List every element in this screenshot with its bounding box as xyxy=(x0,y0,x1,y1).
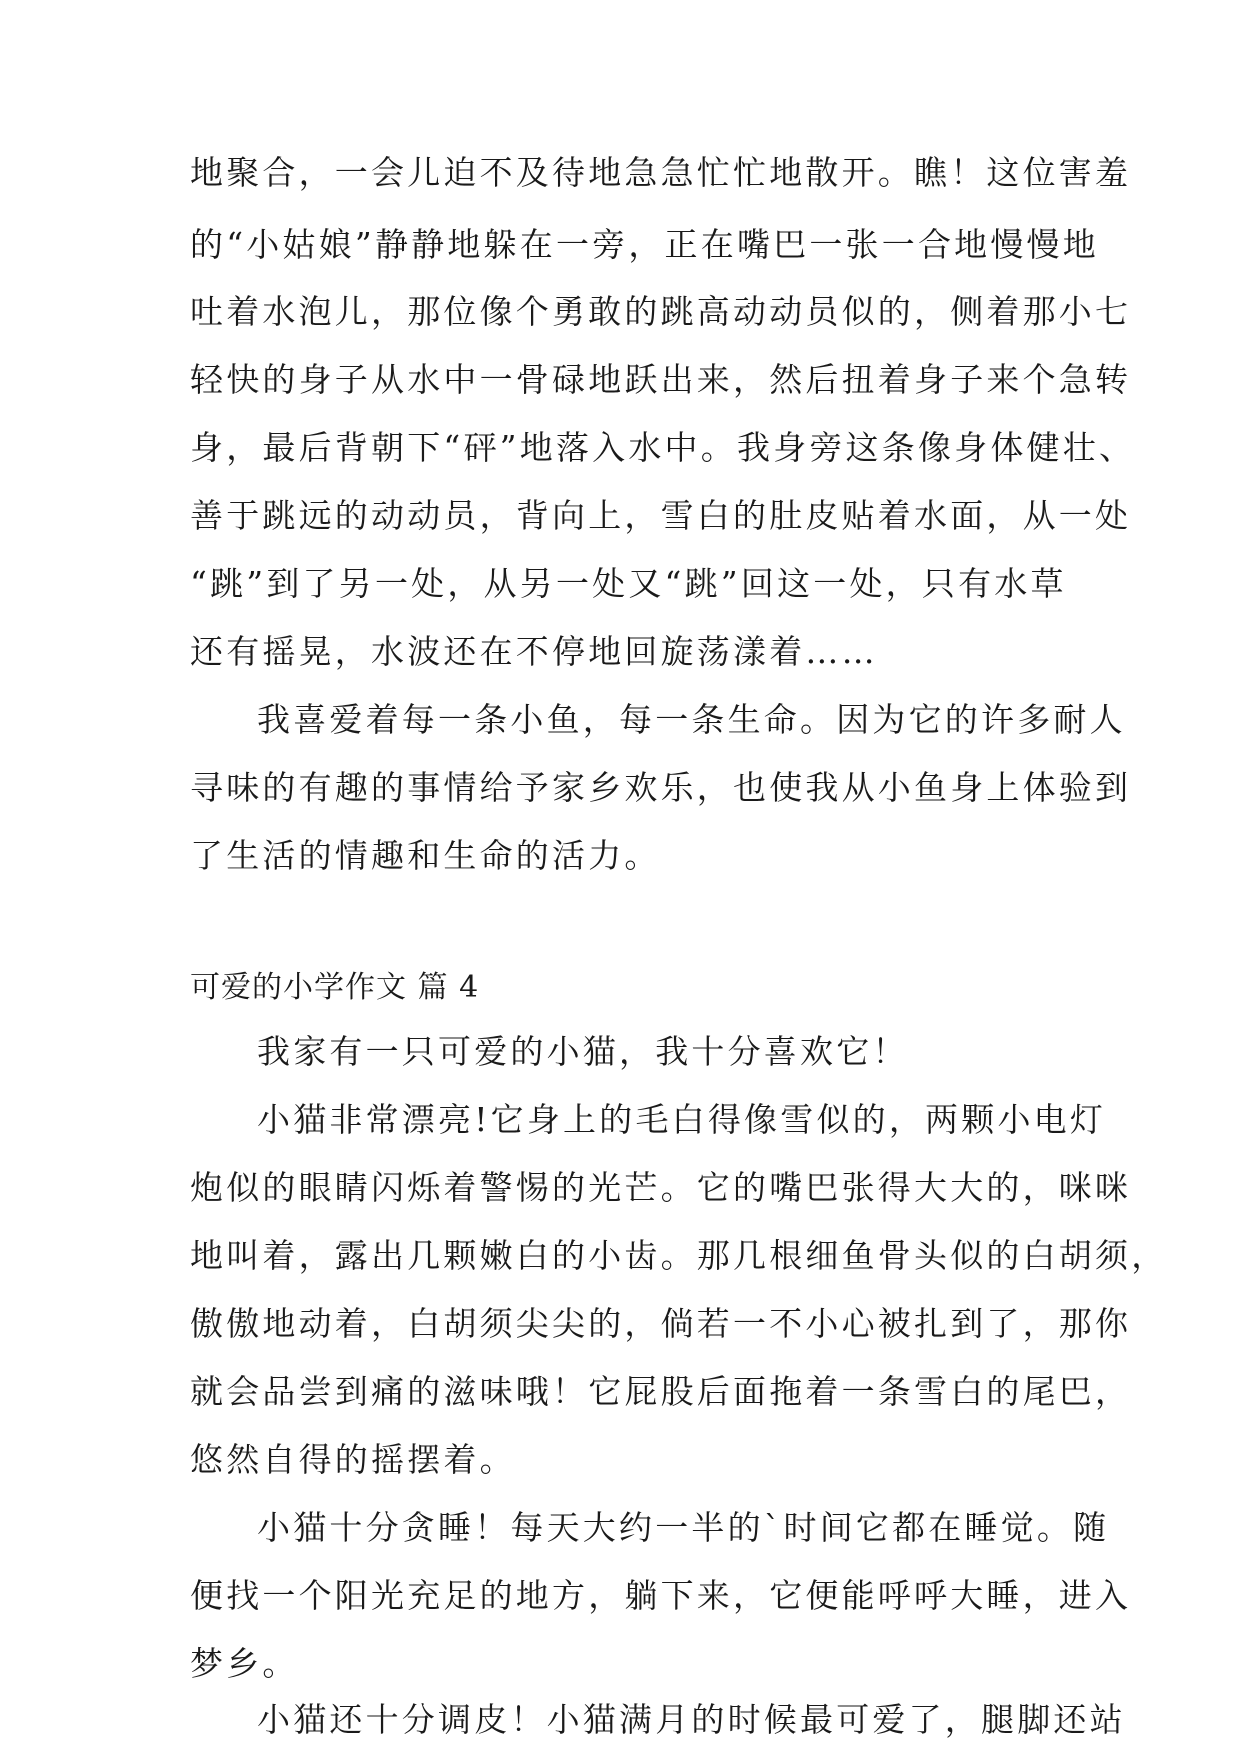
paragraph-line: “跳”到了另一处，从另一处又“跳”回这一处，只有水草 xyxy=(190,564,1067,603)
paragraph-line: 便找一个阳光充足的地方，躺下来，它便能呼呼大睡，进入 xyxy=(190,1576,1132,1615)
paragraph-line: 悠然自得的摇摆着。 xyxy=(190,1440,516,1479)
paragraph-line: 炮似的眼睛闪烁着警惕的光芒。它的嘴巴张得大大的，咪咪 xyxy=(190,1168,1132,1207)
paragraph-line: 身，最后背朝下“砰”地落入水中。我身旁这条像身体健壮、 xyxy=(190,428,1136,467)
paragraph-line: 我喜爱着每一条小鱼，每一条生命。因为它的许多耐人 xyxy=(257,700,1126,739)
paragraph-line: 小猫十分贪睡！每天大约一半的`时间它都在睡觉。随 xyxy=(257,1508,1110,1547)
paragraph-line: 梦乡。 xyxy=(190,1644,299,1683)
paragraph-line: 寻味的有趣的事情给予家乡欢乐，也使我从小鱼身上体验到 xyxy=(190,768,1132,807)
paragraph-line: 轻快的身子从水中一骨碌地跃出来，然后扭着身子来个急转 xyxy=(190,360,1132,399)
section-heading: 可爱的小学作文 篇 4 xyxy=(190,970,480,1005)
paragraph-line: 小猫还十分调皮！小猫满月的时候最可爱了，腿脚还站 xyxy=(257,1700,1126,1739)
paragraph-line: 地叫着，露出几颗嫩白的小齿。那几根细鱼骨头似的白胡须， xyxy=(190,1236,1168,1275)
paragraph-line: 吐着水泡儿，那位像个勇敢的跳高动动员似的，侧着那小七 xyxy=(190,292,1132,331)
paragraph-line: 善于跳远的动动员，背向上，雪白的肚皮贴着水面，从一处 xyxy=(190,496,1132,535)
paragraph-line: 我家有一只可爱的小猫，我十分喜欢它！ xyxy=(257,1032,909,1071)
paragraph-line: 还有摇晃，水波还在不停地回旋荡漾着…… xyxy=(190,632,878,671)
paragraph-line: 就会品尝到痛的滋味哦！它屁股后面拖着一条雪白的尾巴， xyxy=(190,1372,1132,1411)
paragraph-line: 的“小姑娘”静静地躲在一旁，正在嘴巴一张一合地慢慢地 xyxy=(190,225,1099,264)
paragraph-line: 小猫非常漂亮!它身上的毛白得像雪似的，两颗小电灯 xyxy=(257,1100,1107,1139)
paragraph-line: 地聚合，一会儿迫不及待地急急忙忙地散开。瞧！这位害羞 xyxy=(190,153,1132,192)
paragraph-line: 傲傲地动着，白胡须尖尖的，倘若一不小心被扎到了，那你 xyxy=(190,1304,1132,1343)
paragraph-line: 了生活的情趣和生命的活力。 xyxy=(190,836,661,875)
